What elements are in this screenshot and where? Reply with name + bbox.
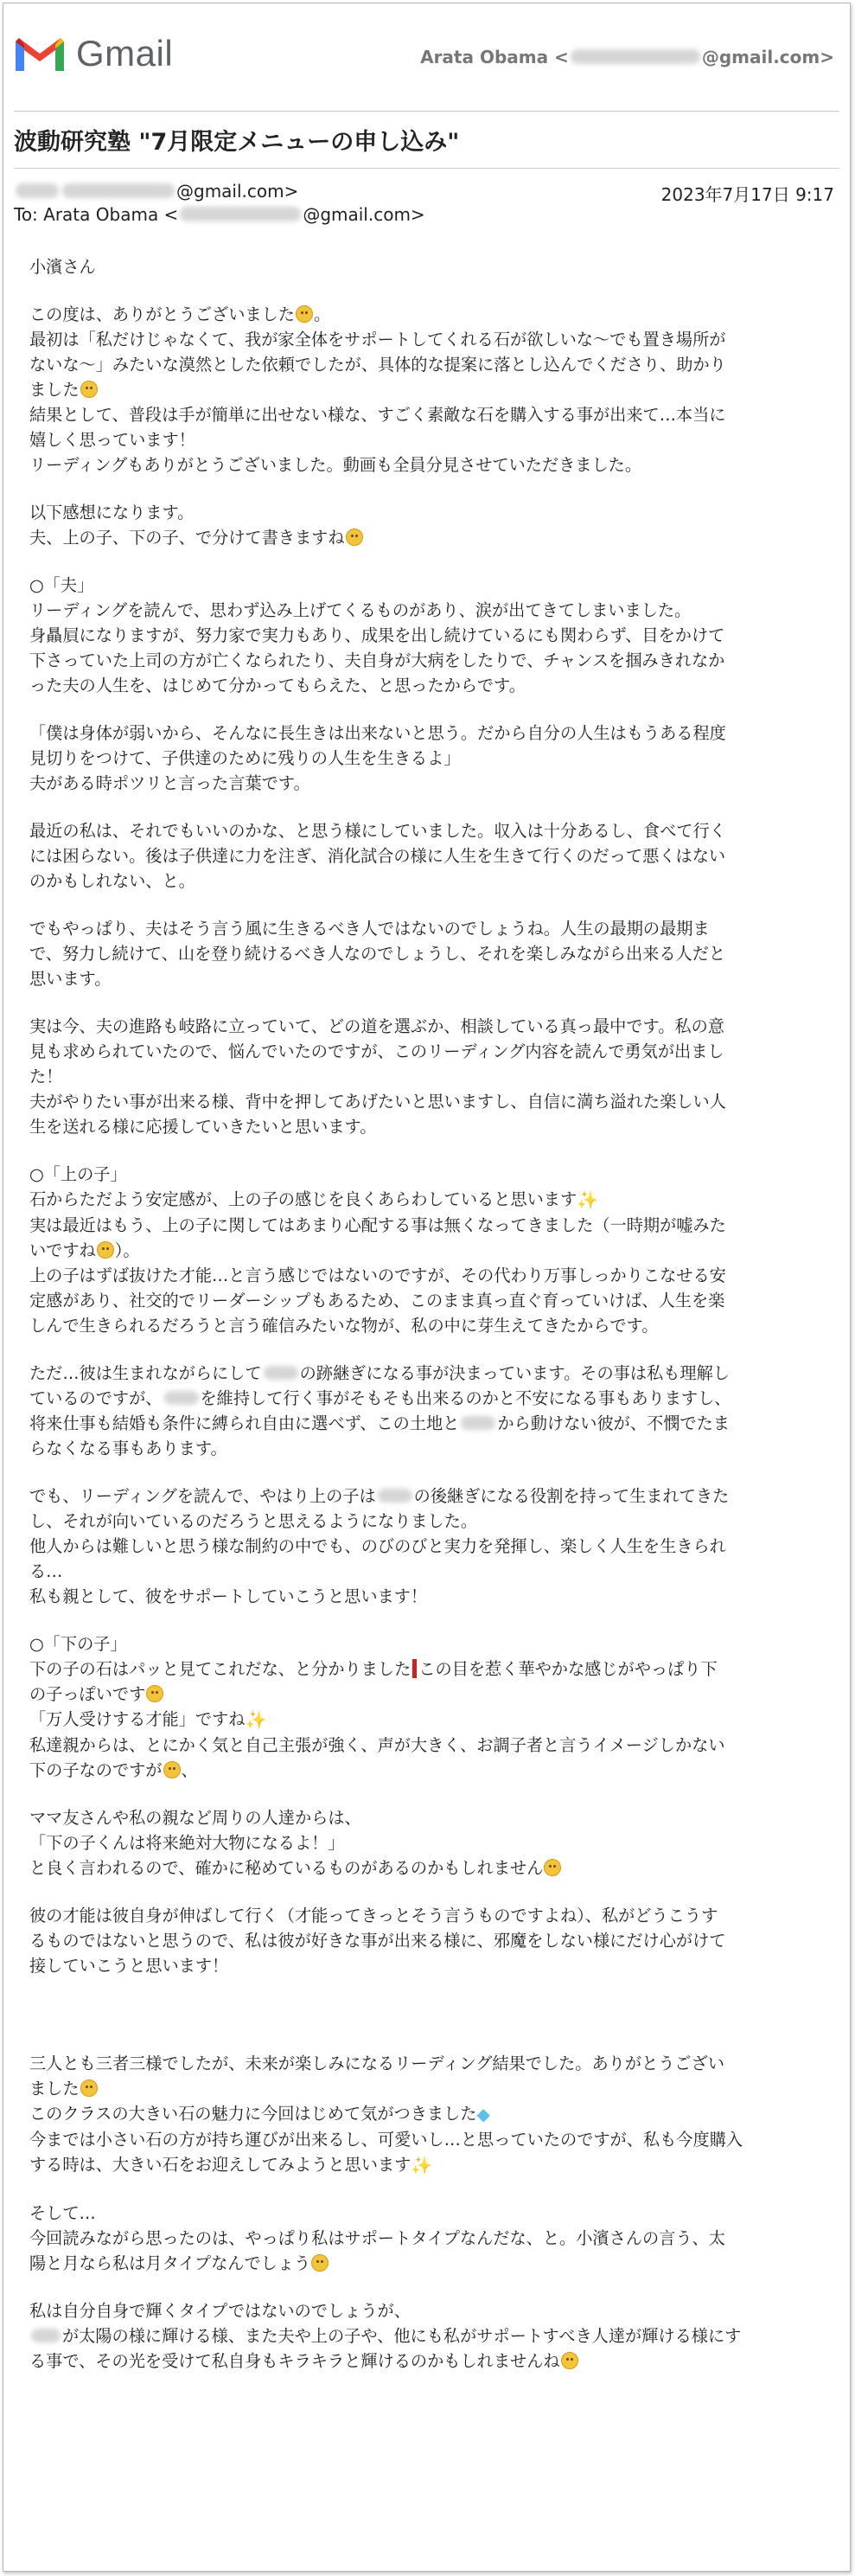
recipient-domain: @gmail.com> bbox=[303, 204, 425, 225]
grin-emoji-icon bbox=[561, 2352, 578, 2369]
smile-emoji-icon bbox=[146, 1685, 163, 1702]
divider bbox=[14, 168, 839, 169]
recipient-prefix: To: Arata Obama < bbox=[14, 204, 179, 225]
sender-domain: @gmail.com> bbox=[176, 181, 299, 202]
neutral-emoji-icon bbox=[311, 2254, 329, 2272]
grin-emoji-icon bbox=[544, 1859, 561, 1876]
redacted-recipient-user bbox=[180, 207, 301, 221]
recipient-line bbox=[14, 204, 425, 225]
account-address bbox=[420, 47, 834, 67]
paragraph-successor: ただ…彼は生まれながらにして の跡継ぎになる事が決まっています。その事は私も理解し ているのですが、 を維持して行く事がそもそも出来るのかと不安になる事もありますし、 将来仕事も結婚も条件に縛られ自由に選べず、この土地と から動けない彼が、不憫でたま らなくなる事もあります。 bbox=[29, 1363, 731, 1458]
email-subject: 波動研究塾 "7月限定メニューの申し込み" bbox=[14, 129, 460, 156]
paragraph-thanks: この度は、ありがとうございました 。 最初は「私だけじゃなくて、我が家全体をサポートしてくれる石が欲しいな〜でも置き場所が ないな〜」みたいな漠然とした依頼でしたが、具体的な提案に落とし込んでくださり、助かり ました 結果として、普段は手が簡単に出せない様な、すごく素敵な石を購入する事が出来て…本当に 嬉しく思っています！ リーディングもありがとうございました。動画も全員分見させていただきました。 bbox=[29, 304, 726, 475]
smile-emoji-icon bbox=[80, 2079, 98, 2097]
redacted-text bbox=[31, 2329, 61, 2342]
paragraph-recent: 最近の私は、それでもいいのかな、と思う様にしていました。収入は十分あるし、食べて行く には困らない。後は子供達に力を注ぎ、消化試合の様に人生を生きて行くのだって悪くはない のかもしれない、と。 bbox=[29, 821, 726, 891]
paragraph-intro: 以下感想になります。 夫、上の子、下の子、で分けて書きますね bbox=[29, 500, 816, 550]
paragraph-husband: ○「夫」 リーディングを読んで、思わず込み上げてくるものがあり、涙が出てきてしまいました。 身贔屓になりますが、努力家で実力もあり、成果を出し続けているにも関わらず、目をかけて 下さっていた上司の方が亡くなられたり、夫自身が大病をしたりで、チャンスを掴みきれなか った夫の人生を、はじめて分かってもらえた、と思ったからです。 bbox=[29, 575, 725, 695]
gmail-header bbox=[3, 3, 850, 107]
paragraph-younger-child: ○「下の子」 下の子の石はパッと見てこれだな、と分かりました この目を惹く華やかな感じがやっぱり下 の子っぽいです 「万人受けする才能」ですね✨ 私達親からは、とにかく気と自己主張が強く、声が大きく、お調子者と言うイメージしかない 下の子なのですが 、 bbox=[29, 1634, 725, 1780]
divider bbox=[14, 111, 839, 112]
paragraph-career: 実は今、夫の進路も岐路に立っていて、どの道を選ぶか、相談している真っ最中です。私の意 見も求められていたので、悩んでいたのですが、このリーディング内容を読んで勇気が出まし た！ 夫がやりたい事が出来る様、背中を押してあげたいと思いますし、自信に満ち溢れた楽しい人 生を送れる様に応援していきたいと思います。 bbox=[29, 1016, 726, 1137]
email-print-view bbox=[3, 3, 851, 2572]
sender-line bbox=[14, 181, 298, 202]
redacted-text bbox=[378, 1489, 412, 1503]
paragraph-elder-child: ○「上の子」 石からただよう安定感が、上の子の感じを良くあらわしていると思います✨ 実は最近はもう、上の子に関してはあまり心配する事は無くなってきました（一時期が嘘みた いですね ）。 上の子はずば抜けた才能…と言う感じではないのですが、その代わり万事しっかりこなせる安 定感があり、社交的でリーダーシップもあるため、このまま真っ直ぐ育っていけば、人生を楽 しんで生きられるだろうと言う確信みたいな物が、私の中に芽生えてきたからです。 bbox=[29, 1164, 726, 1336]
redacted-text bbox=[164, 1391, 199, 1405]
paragraph-talent: 彼の才能は彼自身が伸ばして行く（才能ってきっとそう言うものですよね）、私がどうこうす るものではないと思うので、私は彼が好きな事が出来る様に、邪魔をしない様にだけ心がけて 接していこうと思います！ bbox=[29, 1906, 726, 1976]
sweat-smile-emoji-icon bbox=[163, 1761, 181, 1778]
sparkle-emoji-icon: ✨ bbox=[577, 1189, 599, 1210]
paragraph-friends: ママ友さんや私の親など周りの人達からは、 「下の子くんは将来絶対大物になるよ！」 と良く言われるので、確かに秘めているものがあるのかもしれません bbox=[29, 1805, 816, 1881]
smile-emoji-icon bbox=[80, 381, 98, 398]
account-open-bracket: < bbox=[554, 47, 569, 67]
gem-emoji-icon: ◆ bbox=[476, 2104, 490, 2124]
paragraph-but: でもやっぱり、夫はそう言う風に生きるべき人ではないのでしょうね。人生の最期の最期ま で、努力し続けて、山を登り続けるべき人なのでしょうし、それを楽しみながら出来る人だと 思います。 bbox=[29, 919, 726, 989]
paragraph-closing: 私は自分自身で輝くタイプではないのでしょうが、 が太陽の様に輝ける様、また夫や上の子や、他にも私がサポートすべき人達が輝ける様にす る事で、その光を受けて私自身もキラキラと輝けるのかもしれませんね bbox=[29, 2301, 742, 2371]
sparkle-emoji-icon: ✨ bbox=[245, 1709, 267, 1730]
gmail-logo[interactable] bbox=[12, 33, 173, 74]
redacted-text bbox=[461, 1416, 495, 1430]
email-date: 2023年7月17日 9:17 bbox=[660, 184, 834, 205]
greeting: 小濱さん bbox=[29, 257, 96, 277]
sparkle-emoji-icon: ✨ bbox=[411, 2155, 433, 2176]
paragraph-quote: 「僕は身体が弱いから、そんなに長生きは出来ないと思う。だから自分の人生はもうある程度 見切りをつけて、子供達のために残りの人生を生きるよ」 夫がある時ポツリと言った言葉です。 bbox=[29, 723, 726, 793]
paragraph-support-type: そして… 今回読みながら思ったのは、やっぱり私はサポートタイプなんだな、と。小濱さんの言う、太 陽と月なら私は月タイプなんでしょう bbox=[29, 2203, 725, 2273]
paragraph-reading-effect: でも、リーディングを読んで、やはり上の子は の後継ぎになる役割を持って生まれてきた し、それが向いているのだろうと思えるようになりました。 他人からは難しいと思う様な制約の中でも、のびのびと実力を発揮し、楽しく人生を生きられ る… 私も親として、彼をサポートしていこうと思います！ bbox=[29, 1486, 730, 1606]
grin-emoji-icon bbox=[346, 529, 363, 546]
account-domain: @gmail.com> bbox=[701, 47, 834, 67]
redacted-sender-user bbox=[62, 183, 175, 198]
paragraph-summary: 三人とも三者三様でしたが、未来が楽しみになるリーディング結果でした。ありがとうござい ました このクラスの大きい石の魅力に今回はじめて気がつきました◆ 今までは小さい石の方が持ち運びが出来るし、可愛いし…と思っていたのですが、私も今度購入 する時は、大きい石をお迎えしてみようと思います✨ bbox=[29, 2051, 816, 2178]
red-mark-icon bbox=[412, 1659, 417, 1678]
redacted-email-user bbox=[571, 49, 700, 64]
account-name: Arata Obama bbox=[420, 47, 549, 67]
smile-emoji-icon bbox=[296, 305, 313, 323]
gmail-envelope-icon bbox=[12, 33, 67, 74]
email-body bbox=[29, 254, 816, 2396]
gmail-logo-text: Gmail bbox=[76, 33, 174, 74]
sweat-smile-emoji-icon bbox=[97, 1241, 114, 1259]
redacted-sender-name bbox=[16, 183, 59, 198]
redacted-text bbox=[264, 1366, 298, 1380]
